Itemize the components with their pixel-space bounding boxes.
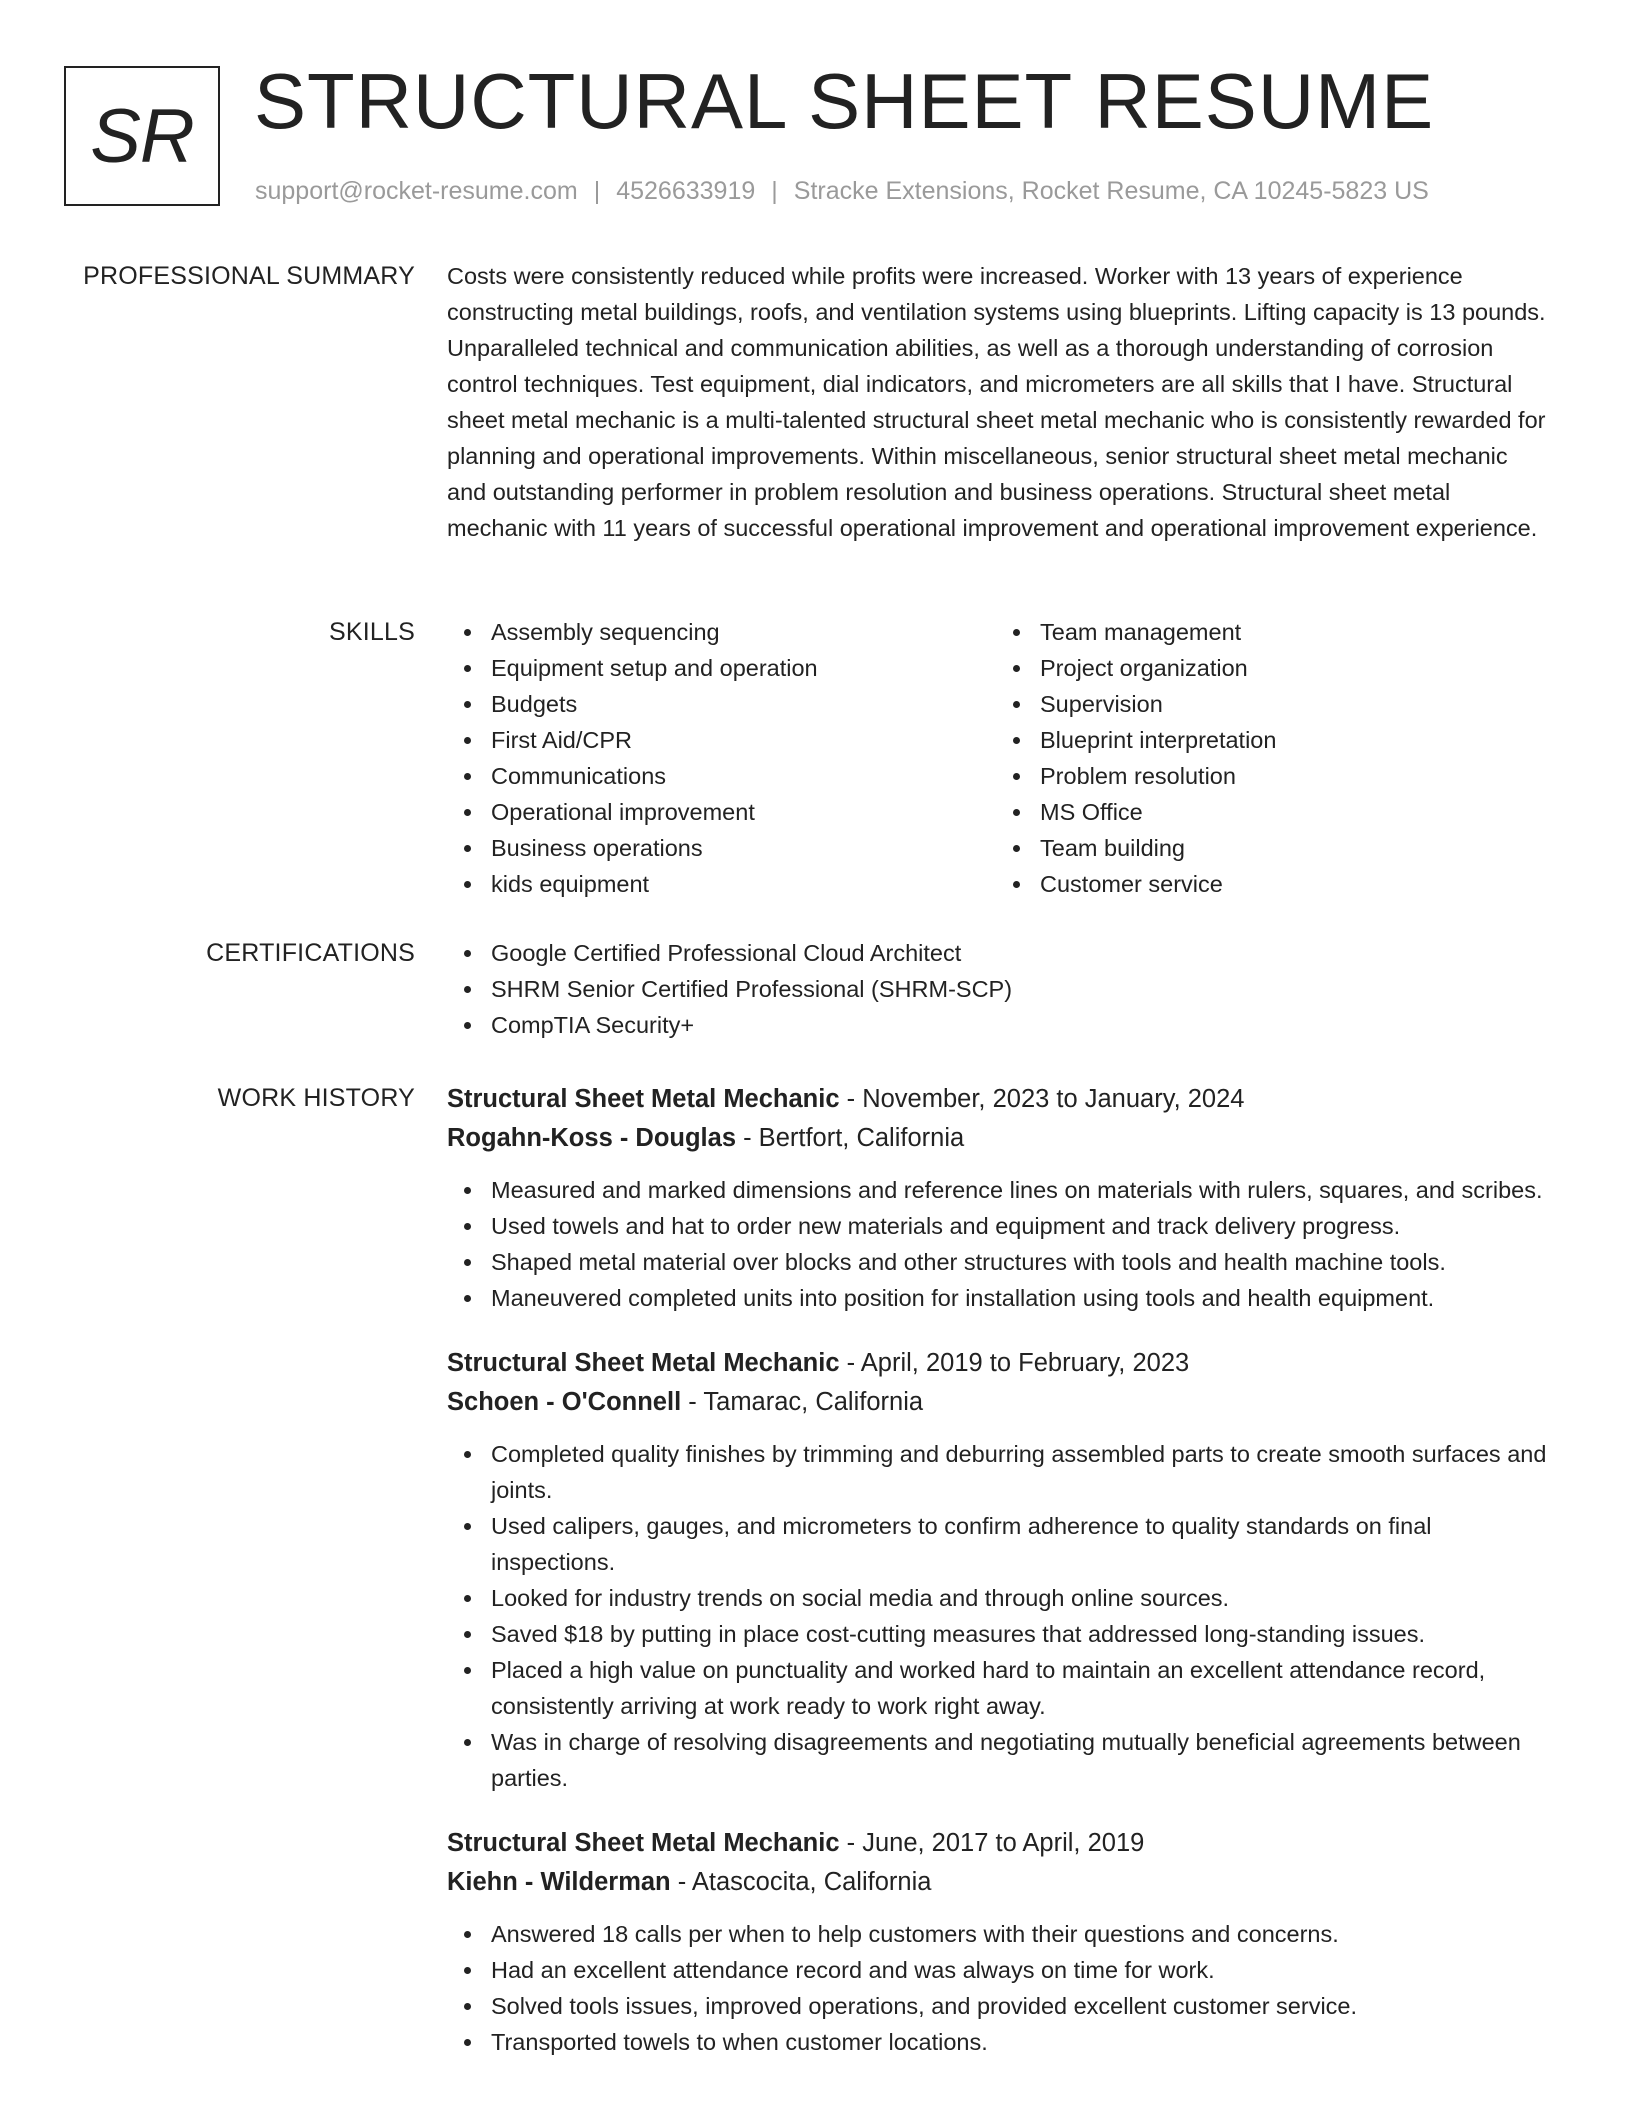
job-bullet: Used towels and hat to order new materials and equipment and track delivery progress. bbox=[447, 1208, 1547, 1244]
section-label-skills: SKILLS bbox=[329, 618, 415, 646]
certifications-list bbox=[447, 935, 1547, 1043]
skill-item: Problem resolution bbox=[996, 758, 1545, 794]
skills-grid bbox=[447, 614, 1547, 902]
section-label-work-history: WORK HISTORY bbox=[217, 1084, 415, 1112]
job-bullet: Used calipers, gauges, and micrometers to confirm adherence to quality standards on final inspections. bbox=[447, 1508, 1547, 1580]
job-bullet: Shaped metal material over blocks and other structures with tools and health machine tools. bbox=[447, 1244, 1547, 1280]
job-bullet: Looked for industry trends on social media and through online sources. bbox=[447, 1580, 1547, 1616]
job-title-line bbox=[447, 1080, 1547, 1119]
skill-item: Supervision bbox=[996, 686, 1545, 722]
job-title: Structural Sheet Metal Mechanic bbox=[447, 1085, 840, 1113]
job-bullet: Completed quality finishes by trimming and deburring assembled parts to create smooth surfaces and joints. bbox=[447, 1436, 1547, 1508]
skill-item: Equipment setup and operation bbox=[447, 650, 996, 686]
monogram-logo: SR bbox=[64, 66, 220, 206]
job-title: Structural Sheet Metal Mechanic bbox=[447, 1829, 840, 1857]
contact-line bbox=[255, 174, 1429, 208]
job-company-line bbox=[447, 1863, 1547, 1902]
contact-separator: | bbox=[771, 177, 778, 205]
skills-body bbox=[447, 614, 1547, 902]
job-bullets bbox=[447, 1916, 1547, 2060]
job-dates: - April, 2019 to February, 2023 bbox=[846, 1349, 1190, 1377]
skill-item: Team management bbox=[996, 614, 1545, 650]
skill-item: Customer service bbox=[996, 866, 1545, 902]
job-company-line bbox=[447, 1383, 1547, 1422]
job-bullets bbox=[447, 1436, 1547, 1796]
certification-item: CompTIA Security+ bbox=[447, 1007, 1547, 1043]
resume-name: STRUCTURAL SHEET RESUME bbox=[254, 57, 1435, 145]
contact-email: support@rocket-resume.com bbox=[255, 177, 578, 205]
job-title-line bbox=[447, 1824, 1547, 1863]
contact-address: Stracke Extensions, Rocket Resume, CA 10245-5823 US bbox=[793, 177, 1429, 205]
skill-item: Assembly sequencing bbox=[447, 614, 996, 650]
job-company: Schoen - O'Connell bbox=[447, 1388, 682, 1416]
job-entry bbox=[447, 1344, 1547, 1796]
skill-item: MS Office bbox=[996, 794, 1545, 830]
certification-item: Google Certified Professional Cloud Architect bbox=[447, 935, 1547, 971]
job-dates: - November, 2023 to January, 2024 bbox=[846, 1085, 1245, 1113]
skills-list-right bbox=[996, 614, 1545, 902]
certification-item: SHRM Senior Certified Professional (SHRM-SCP) bbox=[447, 971, 1547, 1007]
work-history-body bbox=[447, 1080, 1547, 2088]
job-location: - Tamarac, California bbox=[688, 1388, 924, 1416]
job-company-line bbox=[447, 1119, 1547, 1158]
skill-item: Operational improvement bbox=[447, 794, 996, 830]
job-bullet: Solved tools issues, improved operations, and provided excellent customer service. bbox=[447, 1988, 1547, 2024]
job-location: - Atascocita, California bbox=[677, 1868, 932, 1896]
job-bullets bbox=[447, 1172, 1547, 1316]
job-bullet: Measured and marked dimensions and reference lines on materials with rulers, squares, and scribes. bbox=[447, 1172, 1547, 1208]
skill-item: kids equipment bbox=[447, 866, 996, 902]
contact-phone: 4526633919 bbox=[616, 177, 756, 205]
skill-item: Team building bbox=[996, 830, 1545, 866]
summary-body bbox=[447, 258, 1547, 546]
skill-item: Blueprint interpretation bbox=[996, 722, 1545, 758]
job-bullet: Saved $18 by putting in place cost-cutting measures that addressed long-standing issues. bbox=[447, 1616, 1547, 1652]
section-label-certifications: CERTIFICATIONS bbox=[206, 939, 415, 967]
job-bullet: Transported towels to when customer locations. bbox=[447, 2024, 1547, 2060]
job-bullet: Placed a high value on punctuality and worked hard to maintain an excellent attendance record, consistently arriving at work ready to work right away. bbox=[447, 1652, 1547, 1724]
contact-separator: | bbox=[593, 177, 601, 205]
skill-item: Budgets bbox=[447, 686, 996, 722]
job-entry bbox=[447, 1080, 1547, 1316]
certifications-body bbox=[447, 935, 1547, 1043]
job-bullet: Maneuvered completed units into position for installation using tools and health equipment. bbox=[447, 1280, 1547, 1316]
job-title: Structural Sheet Metal Mechanic bbox=[447, 1349, 840, 1377]
job-bullet: Had an excellent attendance record and was always on time for work. bbox=[447, 1952, 1547, 1988]
job-company: Kiehn - Wilderman bbox=[447, 1868, 671, 1896]
job-company: Rogahn-Koss - Douglas bbox=[447, 1124, 737, 1152]
summary-text: Costs were consistently reduced while profits were increased. Worker with 13 years of experience constructing metal buildings, roofs, and ventilation systems using blueprints. Lifting capacity is 13 pounds. Unparalleled technical and communication abilities, as well as a thorough understanding of corrosion control techniques. Test equipment, dial indicators, and micrometers are all skills that I have. Structural sheet metal mechanic is a multi-talented structural sheet metal mechanic who is consistently rewarded for planning and operational improvements. Within miscellaneous, senior structural sheet metal mechanic and outstanding performer in problem resolution and business operations. Structural sheet metal mechanic with 11 years of successful operational improvement and operational improvement experience. bbox=[447, 263, 1546, 541]
section-label-summary: PROFESSIONAL SUMMARY bbox=[83, 262, 415, 290]
job-location: - Bertfort, California bbox=[743, 1124, 965, 1152]
skills-list-left bbox=[447, 614, 996, 902]
skill-item: First Aid/CPR bbox=[447, 722, 996, 758]
job-entry bbox=[447, 1824, 1547, 2060]
job-title-line bbox=[447, 1344, 1547, 1383]
job-bullet: Answered 18 calls per when to help customers with their questions and concerns. bbox=[447, 1916, 1547, 1952]
skill-item: Business operations bbox=[447, 830, 996, 866]
job-dates: - June, 2017 to April, 2019 bbox=[846, 1829, 1145, 1857]
job-bullet: Was in charge of resolving disagreements and negotiating mutually beneficial agreements between parties. bbox=[447, 1724, 1547, 1796]
skill-item: Project organization bbox=[996, 650, 1545, 686]
skill-item: Communications bbox=[447, 758, 996, 794]
